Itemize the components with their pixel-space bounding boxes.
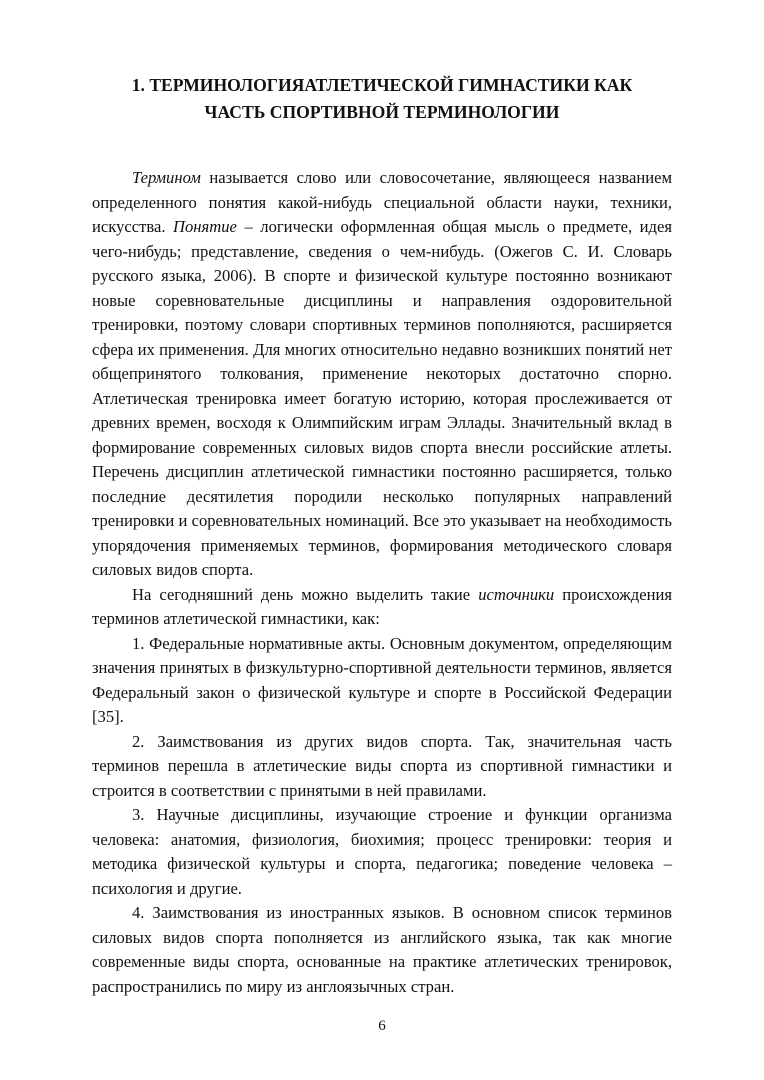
sources-intro-paragraph [92, 583, 672, 632]
definition-paragraph [92, 166, 672, 583]
list-item: 3. Научные дисциплины, изучающие строение и функции организма человека: анатомия, физиология, биохимия; процесс тренировки: теория и методика физической культуры и спорта, педагогика; поведение человека – психология и другие. [92, 805, 672, 898]
definition-text-1: называется слово или словосочетание, являющееся названием определенного понятия какой-нибудь специальной области науки, техники, искусства. [92, 168, 672, 236]
term-emphasis: Термином [132, 168, 201, 187]
chapter-title [92, 72, 672, 126]
sources-intro-text-1: На сегодняшний день можно выделить такие [132, 584, 479, 604]
definition-text-2: – логически оформленная общая мысль о предмете, идея чего-нибудь; представление, сведения о чем-нибудь. (Ожегов С. И. Словарь русского языка, 2006). В спорте и физической культуре постоянно возникают новые соревновательные дисциплины и направления оздоровительной тренировки, поэтому словари спортивных терминов пополняются, расширяется сфера их применения. Для многих относительно недавно возникших понятий нет общепринятого толкования, применение некоторых достаточно спорно. Атлетическая тренировка имеет богатую историю, которая прослеживается от древних времен, восходя к Олимпийским играм Эллады. Значительный вклад в формирование современных силовых видов спорта внесли российские атлеты. Перечень дисциплин атлетической гимнастики постоянно расширяется, только последние десятилетия породили несколько популярных направлений тренировки и соревновательных номинаций. Все это указывает на необходимость упорядочения применяемых терминов, формирования методического словаря силовых видов спорта. [92, 217, 672, 579]
list-item: 2. Заимствования из других видов спорта. Так, значительная часть терминов перешла в атлетические виды спорта из спортивной гимнастики и строится в соответствии с принятыми в ней правилами. [92, 731, 672, 800]
list-item: 4. Заимствования из иностранных языков. В основном список терминов силовых видов спорта пополняется из английского языка, так как многие современные виды спорта, основанные на практике атлетических тренировок, распространились по миру из англоязычных стран. [92, 903, 672, 996]
sources-emphasis: источники [478, 584, 555, 604]
chapter-title-line-1: 1. ТЕРМИНОЛОГИЯАТЛЕТИЧЕСКОЙ ГИМНАСТИКИ КАК [131, 75, 633, 95]
sources-intro-text-2: происхождения терминов атлетической гимнастики, как: [92, 584, 672, 628]
document-page [92, 72, 672, 999]
page-number: 6 [378, 1018, 386, 1034]
chapter-title-line-2: ЧАСТЬ СПОРТИВНОЙ ТЕРМИНОЛОГИИ [204, 102, 560, 122]
list-item: 1. Федеральные нормативные акты. Основным документом, определяющим значения принятых в физкультурно-спортивной деятельности терминов, является Федеральный закон о физической культуре и спорте в Российской Федерации [35]. [92, 633, 672, 726]
concept-emphasis: Понятие [173, 217, 237, 236]
